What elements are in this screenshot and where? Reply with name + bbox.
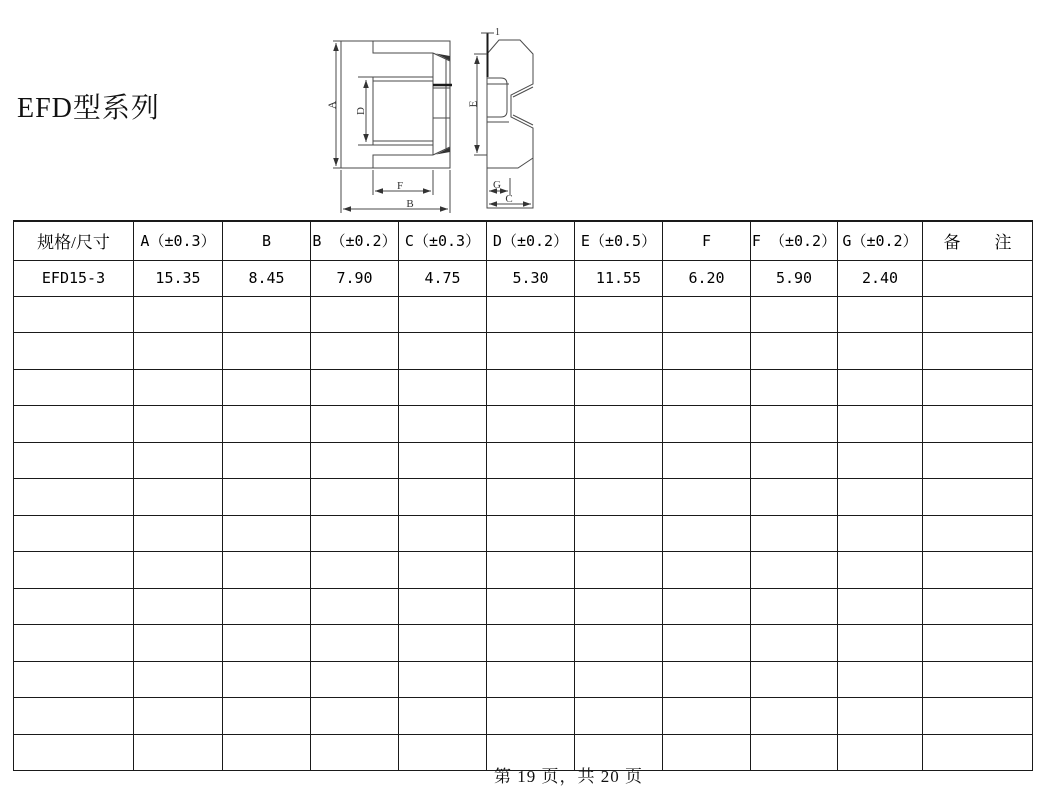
empty-cell: [923, 734, 1033, 771]
empty-cell: [575, 296, 663, 333]
side-view: [474, 33, 533, 208]
front-view: [333, 41, 452, 213]
empty-cell: [838, 734, 923, 771]
header-cell-f: F: [663, 221, 751, 260]
empty-cell: [487, 296, 575, 333]
empty-cell: [487, 698, 575, 735]
empty-cell: [223, 588, 311, 625]
dim-label-1: 1: [495, 27, 500, 38]
empty-cell: [751, 625, 838, 662]
empty-cell: [663, 552, 751, 589]
empty-cell: [487, 625, 575, 662]
header-cell-e: E（±0.5）: [575, 221, 663, 260]
cell-c: 4.75: [399, 260, 487, 296]
dim-label-a: A: [326, 101, 339, 109]
empty-cell: [923, 369, 1033, 406]
empty-cell: [14, 588, 134, 625]
empty-cell: [751, 333, 838, 370]
empty-cell: [751, 479, 838, 516]
empty-cell: [923, 552, 1033, 589]
empty-cell: [838, 661, 923, 698]
empty-cell: [311, 406, 399, 443]
empty-cell: [223, 698, 311, 735]
page-footer: 第 19 页，共 20 页: [494, 767, 643, 786]
empty-cell: [399, 296, 487, 333]
dim-label-f: F: [396, 180, 404, 192]
cell-b: 8.45: [223, 260, 311, 296]
header-cell-b2: B （±0.2）: [311, 221, 399, 260]
empty-cell: [399, 369, 487, 406]
empty-cell: [311, 552, 399, 589]
empty-cell: [14, 661, 134, 698]
empty-cell: [399, 479, 487, 516]
cell-a: 15.35: [134, 260, 223, 296]
cell-g: 2.40: [838, 260, 923, 296]
empty-cell: [923, 296, 1033, 333]
empty-cell: [134, 552, 223, 589]
cell-e: 11.55: [575, 260, 663, 296]
cell-f2: 5.90: [751, 260, 838, 296]
empty-cell: [399, 515, 487, 552]
empty-cell: [663, 698, 751, 735]
empty-cell: [399, 625, 487, 662]
empty-cell: [487, 406, 575, 443]
cell-spec: EFD15-3: [14, 260, 134, 296]
dim-label-e: E: [467, 100, 480, 108]
empty-cell: [751, 369, 838, 406]
empty-cell: [751, 515, 838, 552]
empty-cell: [134, 515, 223, 552]
empty-cell: [575, 661, 663, 698]
empty-cell: [663, 296, 751, 333]
header-row: [14, 221, 1033, 260]
header-cell-g: G（±0.2）: [838, 221, 923, 260]
empty-cell: [663, 479, 751, 516]
empty-cell: [14, 552, 134, 589]
empty-cell: [134, 625, 223, 662]
empty-cell: [923, 698, 1033, 735]
empty-cell: [663, 588, 751, 625]
empty-cell: [223, 442, 311, 479]
empty-row: [14, 552, 1033, 589]
empty-cell: [134, 661, 223, 698]
empty-cell: [311, 515, 399, 552]
empty-cell: [838, 552, 923, 589]
empty-cell: [14, 479, 134, 516]
empty-cell: [923, 625, 1033, 662]
empty-cell: [663, 369, 751, 406]
empty-cell: [751, 552, 838, 589]
empty-cell: [14, 333, 134, 370]
empty-cell: [399, 588, 487, 625]
empty-cell: [223, 552, 311, 589]
cell-remark: [923, 260, 1033, 296]
empty-row: [14, 515, 1033, 552]
spec-table: [13, 220, 1033, 771]
empty-cell: [134, 698, 223, 735]
empty-cell: [663, 661, 751, 698]
empty-cell: [223, 296, 311, 333]
empty-cell: [487, 661, 575, 698]
empty-cell: [575, 588, 663, 625]
empty-cell: [311, 625, 399, 662]
header-cell-spec: 规格/尺寸: [14, 221, 134, 260]
empty-cell: [838, 369, 923, 406]
empty-cell: [14, 698, 134, 735]
empty-cell: [487, 479, 575, 516]
dim-label-b: B: [406, 198, 414, 210]
empty-cell: [487, 552, 575, 589]
empty-cell: [134, 369, 223, 406]
empty-cell: [311, 333, 399, 370]
empty-cell: [14, 734, 134, 771]
empty-cell: [751, 442, 838, 479]
header-cell-remark: 备 注: [923, 221, 1033, 260]
technical-drawing: [320, 18, 580, 218]
empty-cell: [134, 333, 223, 370]
empty-cell: [399, 661, 487, 698]
empty-cell: [575, 442, 663, 479]
empty-cell: [575, 406, 663, 443]
empty-cell: [223, 406, 311, 443]
empty-cell: [311, 296, 399, 333]
header-cell-d: D（±0.2）: [487, 221, 575, 260]
empty-row: [14, 698, 1033, 735]
cell-b2: 7.90: [311, 260, 399, 296]
empty-cell: [838, 588, 923, 625]
empty-cell: [134, 479, 223, 516]
empty-cell: [14, 369, 134, 406]
empty-cell: [923, 515, 1033, 552]
empty-cell: [923, 442, 1033, 479]
empty-cell: [663, 625, 751, 662]
empty-cell: [575, 515, 663, 552]
empty-cell: [838, 479, 923, 516]
empty-cell: [134, 442, 223, 479]
empty-cell: [399, 734, 487, 771]
empty-cell: [14, 442, 134, 479]
empty-cell: [838, 296, 923, 333]
empty-cell: [751, 296, 838, 333]
empty-cell: [923, 479, 1033, 516]
empty-cell: [399, 406, 487, 443]
header-cell-f2: F （±0.2）: [751, 221, 838, 260]
empty-cell: [663, 515, 751, 552]
empty-cell: [663, 406, 751, 443]
empty-cell: [838, 515, 923, 552]
empty-cell: [311, 369, 399, 406]
dim-label-c: C: [505, 193, 513, 205]
spec-table-body: [14, 260, 1033, 771]
empty-cell: [487, 369, 575, 406]
empty-row: [14, 588, 1033, 625]
empty-cell: [311, 479, 399, 516]
empty-row: [14, 296, 1033, 333]
empty-cell: [223, 369, 311, 406]
empty-cell: [838, 698, 923, 735]
empty-cell: [838, 442, 923, 479]
empty-cell: [487, 333, 575, 370]
empty-cell: [14, 296, 134, 333]
empty-cell: [311, 661, 399, 698]
empty-row: [14, 479, 1033, 516]
empty-cell: [575, 479, 663, 516]
empty-cell: [487, 588, 575, 625]
empty-cell: [751, 406, 838, 443]
empty-cell: [134, 296, 223, 333]
dim-label-d: D: [355, 107, 367, 115]
empty-cell: [751, 734, 838, 771]
page-title: EFD型系列: [17, 93, 160, 124]
empty-cell: [923, 333, 1033, 370]
empty-cell: [663, 333, 751, 370]
empty-cell: [14, 625, 134, 662]
empty-cell: [223, 661, 311, 698]
dim-label-g: G: [493, 179, 501, 191]
empty-cell: [399, 552, 487, 589]
empty-cell: [575, 369, 663, 406]
empty-cell: [487, 515, 575, 552]
header-cell-b: B: [223, 221, 311, 260]
empty-row: [14, 369, 1033, 406]
empty-cell: [487, 442, 575, 479]
empty-row: [14, 661, 1033, 698]
cell-d: 5.30: [487, 260, 575, 296]
empty-cell: [663, 734, 751, 771]
empty-row: [14, 442, 1033, 479]
empty-cell: [399, 333, 487, 370]
empty-cell: [223, 333, 311, 370]
empty-row: [14, 333, 1033, 370]
header-cell-a: A（±0.3）: [134, 221, 223, 260]
empty-cell: [223, 625, 311, 662]
empty-cell: [575, 698, 663, 735]
empty-cell: [14, 406, 134, 443]
empty-cell: [223, 515, 311, 552]
empty-cell: [311, 734, 399, 771]
empty-cell: [399, 698, 487, 735]
empty-cell: [838, 406, 923, 443]
header-cell-c: C（±0.3）: [399, 221, 487, 260]
empty-cell: [311, 442, 399, 479]
empty-cell: [923, 588, 1033, 625]
empty-cell: [575, 625, 663, 662]
empty-cell: [575, 552, 663, 589]
empty-row: [14, 625, 1033, 662]
empty-cell: [311, 698, 399, 735]
empty-cell: [134, 734, 223, 771]
empty-cell: [134, 588, 223, 625]
empty-cell: [223, 479, 311, 516]
empty-cell: [838, 333, 923, 370]
empty-row: [14, 406, 1033, 443]
empty-cell: [575, 333, 663, 370]
empty-cell: [134, 406, 223, 443]
empty-cell: [923, 661, 1033, 698]
data-row-efd15-3: [14, 260, 1033, 296]
empty-cell: [663, 442, 751, 479]
empty-cell: [751, 661, 838, 698]
empty-cell: [14, 515, 134, 552]
empty-cell: [923, 406, 1033, 443]
cell-f: 6.20: [663, 260, 751, 296]
empty-cell: [751, 588, 838, 625]
empty-cell: [751, 698, 838, 735]
empty-cell: [838, 625, 923, 662]
empty-cell: [311, 588, 399, 625]
empty-cell: [223, 734, 311, 771]
empty-cell: [399, 442, 487, 479]
